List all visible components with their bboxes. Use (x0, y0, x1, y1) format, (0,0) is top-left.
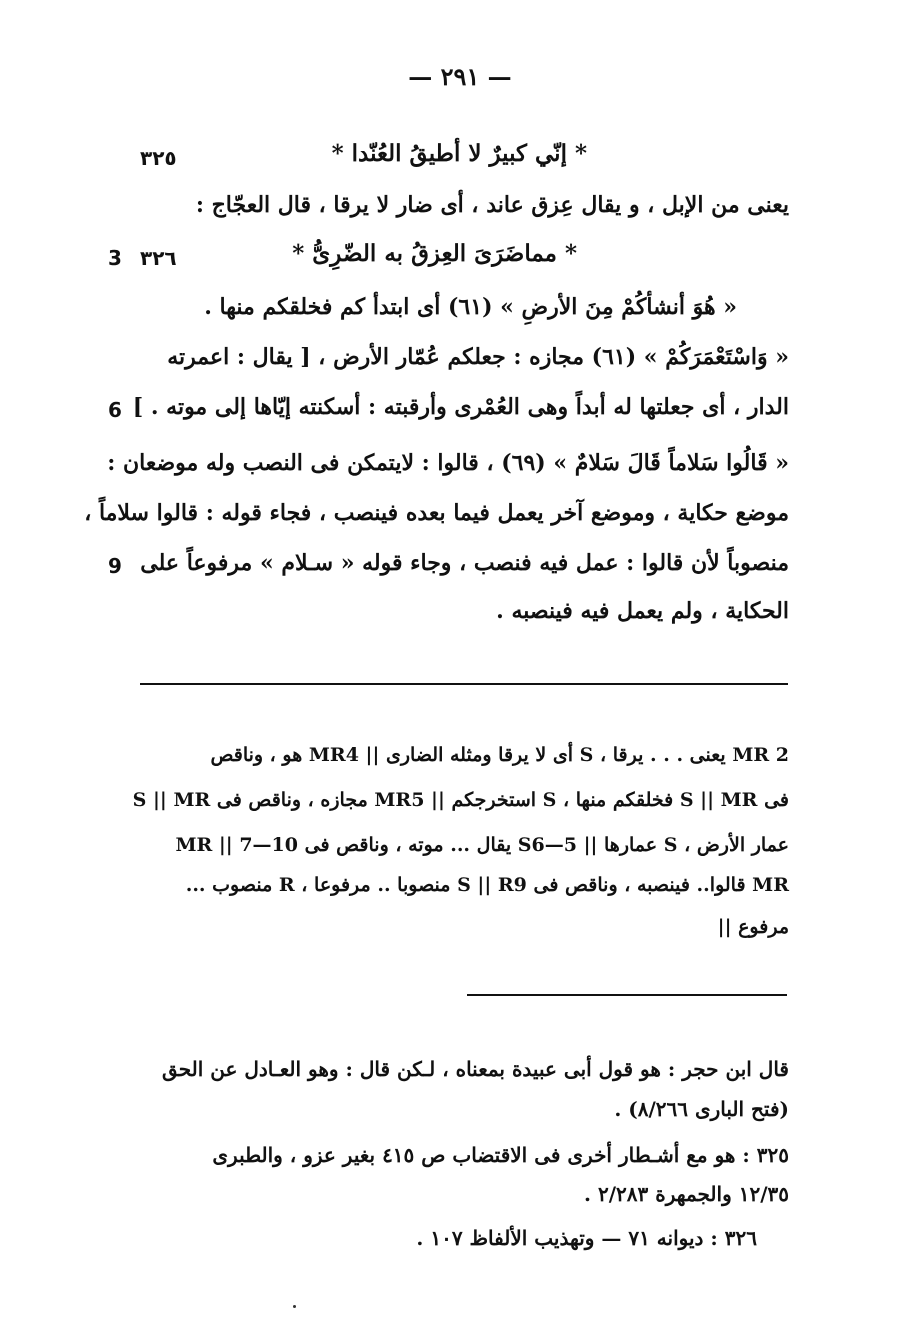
note-line: ١٢/٣٥ والجمهرة ٢/٢٨٣ . (584, 1182, 789, 1206)
verse-number-326: ٣٢٦ (140, 246, 177, 270)
apparatus-line: MR 2 يعنى . . . يرقا ، S أى لا يرقا ومثله الضارى || MR4 هو ، وناقص (210, 744, 789, 766)
apparatus-line: مرفوع || (717, 916, 789, 938)
apparatus-line: عمار الأرض ، S عمارها || 5—S6 يقال ... موته ، وناقص فى MR || 7—10 (175, 834, 789, 856)
note-line: ٣٢٦ : ديوانه ٧١ — وتهذيب الألفاظ ١٠٧ . (416, 1226, 757, 1250)
main-text-line: منصوباً لأن قالوا : عمل فيه فنصب ، وجاء قوله « سـلام » مرفوعاً على (140, 550, 789, 576)
main-text-line: الدار ، أى جعلتها له أبداً وهى العُمْرى وأرقبته : أسكنته إيّاها إلى موته . ] (132, 394, 789, 420)
note-line: ٣٢٥ : هو مع أشـطار أخرى فى الاقتضاب ص ٤١٥ بغير عزو ، والطبرى (212, 1143, 789, 1167)
verse-325: * إنّي كبيرٌ لا أطيقُ العُنّدا * (331, 140, 587, 167)
note-line: قال ابن حجر : هو قول أبى عبيدة بمعناه ، لـكن قال : وهو العـادل عن الحق (162, 1057, 789, 1081)
main-text-line: « هُوَ أنشأكُمْ مِنَ الأرضِ » (٦١) أى ابتدأ كم فخلقكم منها . (204, 294, 737, 320)
main-text-line: « وَاسْتَعْمَرَكُمْ » (٦١) مجازه : جعلكم عُمّار الأرض ، [ يقال : اعمرته (167, 344, 789, 370)
line-number-9: 9 (108, 554, 122, 578)
verse-326: * مماضَرَىَ العِزقُ به الضّرِىُّ * (292, 240, 577, 267)
line-number-6: 6 (108, 398, 122, 422)
section-divider (140, 683, 788, 685)
print-speck (293, 1305, 296, 1308)
notes-divider (467, 994, 787, 996)
verse-number-325: ٣٢٥ (140, 146, 177, 170)
main-text-line: الحكاية ، ولم يعمل فيه فينصبه . (496, 598, 789, 624)
page-number: — ٢٩١ — (408, 62, 512, 91)
line-number-3: 3 (108, 246, 122, 270)
main-text-line: يعنى من الإبل ، و يقال عِزق عاند ، أى ضار لا يرقا ، قال العجّاج : (195, 192, 789, 218)
apparatus-line: فى S || MR فخلقكم منها ، S استخرجكم || MR5 مجازه ، وناقص فى S || MR (132, 789, 789, 811)
note-line: (فتح البارى ٨/٢٦٦) . (614, 1097, 789, 1121)
main-text-line: موضع حكاية ، وموضع آخر يعمل فيما بعده فينصب ، فجاء قوله : قالوا سلاماً ، (84, 500, 789, 526)
apparatus-line: MR قالوا.. فينصبه ، وناقص فى S || R9 منصوبا .. مرفوعا ، R منصوب ... (185, 874, 789, 896)
main-text-line: « قَالُوا سَلاماً قَالَ سَلامٌ » (٦٩) ، قالوا : لايتمكن فى النصب وله موضعان : (107, 450, 789, 476)
